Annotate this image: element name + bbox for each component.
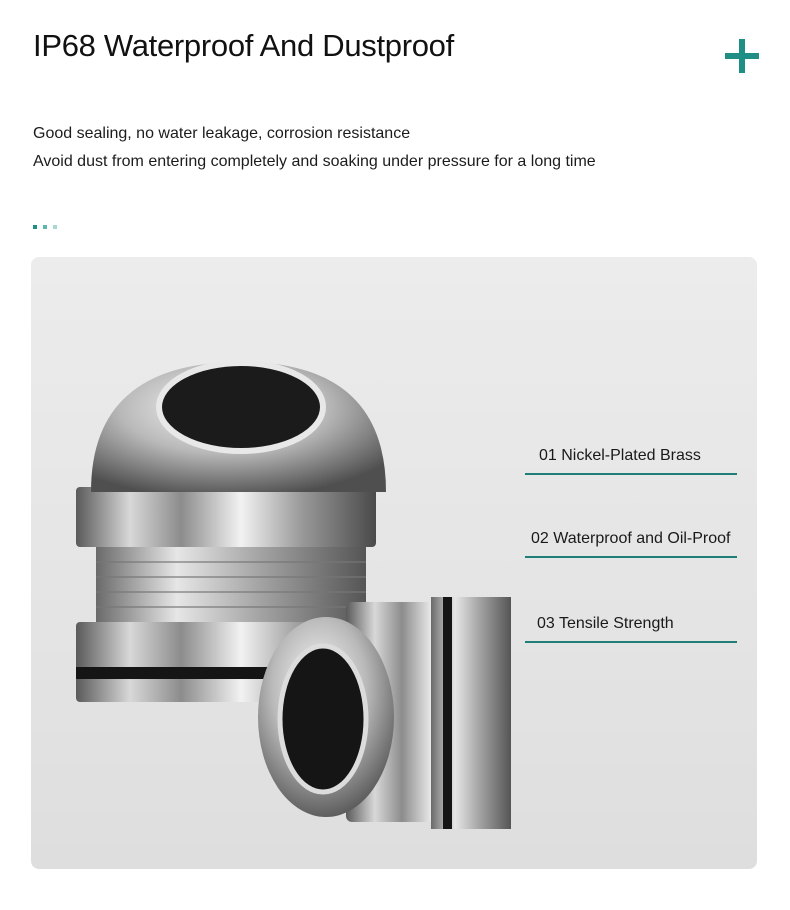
feature-3-divider: [525, 641, 737, 643]
dot-1: [33, 225, 37, 229]
product-panel: [31, 257, 757, 869]
dot-3: [53, 225, 57, 229]
feature-2: [525, 530, 737, 558]
feature-2-label: 02 Waterproof and Oil-Proof: [531, 530, 731, 547]
dot-2: [43, 225, 47, 229]
feature-2-divider: [525, 556, 737, 558]
feature-1-divider: [525, 473, 737, 475]
plus-icon[interactable]: [725, 39, 759, 73]
decorative-dots: [33, 225, 57, 229]
feature-3: [525, 615, 737, 643]
page-title: IP68 Waterproof And Dustproof: [33, 28, 454, 63]
description-line-2: Avoid dust from entering completely and soaking under pressure for a long time: [33, 153, 596, 170]
description: [33, 120, 596, 176]
description-line-1: Good sealing, no water leakage, corrosion resistance: [33, 125, 411, 142]
cable-gland-image: [31, 257, 757, 869]
feature-3-label: 03 Tensile Strength: [537, 615, 674, 632]
feature-1: [525, 447, 737, 475]
feature-1-label: 01 Nickel-Plated Brass: [539, 447, 701, 464]
